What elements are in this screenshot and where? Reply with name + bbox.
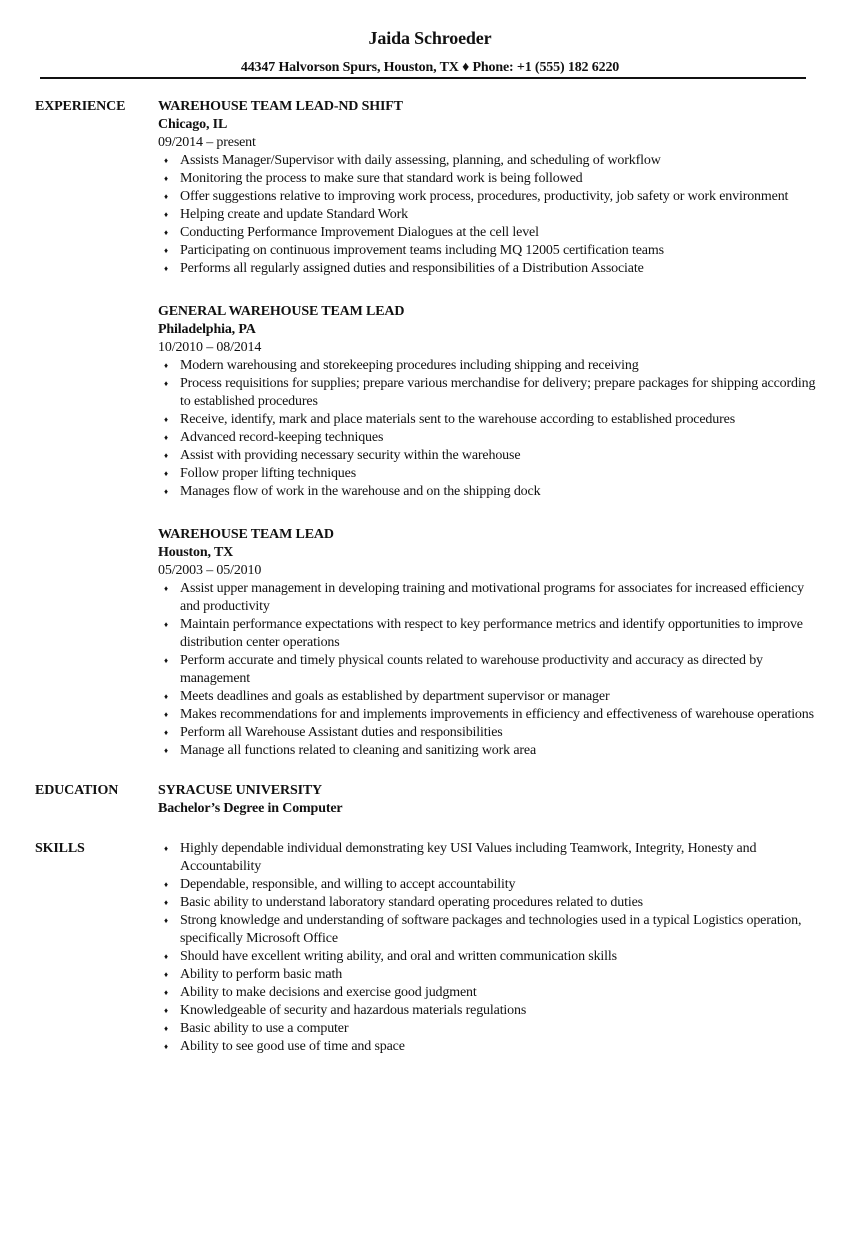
list-item: ♦ Performs all regularly assigned duties and responsibilities of a Distribution Associate bbox=[158, 260, 825, 278]
list-item: ♦ Helping create and update Standard Work bbox=[158, 206, 825, 224]
degree: Bachelor’s Degree in Computer bbox=[158, 801, 343, 816]
job-list bbox=[158, 98, 825, 760]
list-item: ♦ Dependable, responsible, and willing to accept accountability bbox=[158, 876, 825, 894]
header-divider bbox=[40, 77, 806, 79]
job-dates: 09/2014 – present bbox=[158, 135, 256, 150]
list-item: ♦ Conducting Performance Improvement Dialogues at the cell level bbox=[158, 224, 825, 242]
list-item: ♦ Basic ability to understand laboratory standard operating procedures related to duties bbox=[158, 894, 825, 912]
section-heading-experience: EXPERIENCE bbox=[35, 99, 126, 114]
list-item: ♦ Maintain performance expectations with respect to key performance metrics and identify opportunities to improve distribution center operations bbox=[158, 616, 825, 652]
list-item: ♦ Ability to make decisions and exercise good judgment bbox=[158, 984, 825, 1002]
job-location: Philadelphia, PA bbox=[158, 322, 256, 337]
list-item: ♦ Monitoring the process to make sure that standard work is being followed bbox=[158, 170, 825, 188]
list-item: ♦ Perform accurate and timely physical counts related to warehouse productivity and accuracy as directed by management bbox=[158, 652, 825, 688]
education-section bbox=[35, 782, 825, 818]
list-item: ♦ Manage all functions related to cleaning and sanitizing work area bbox=[158, 742, 825, 760]
skills-section bbox=[35, 840, 825, 1056]
list-item: ♦ Modern warehousing and storekeeping procedures including shipping and receiving bbox=[158, 357, 825, 375]
list-item: ♦ Ability to perform basic math bbox=[158, 966, 825, 984]
list-item: ♦ Meets deadlines and goals as established by department supervisor or manager bbox=[158, 688, 825, 706]
job-bullets bbox=[158, 580, 825, 760]
list-item: ♦ Should have excellent writing ability, and oral and written communication skills bbox=[158, 948, 825, 966]
job-entry bbox=[158, 98, 825, 278]
job-bullets bbox=[158, 357, 825, 501]
list-item: ♦ Manages flow of work in the warehouse and on the shipping dock bbox=[158, 483, 825, 501]
job-title: WAREHOUSE TEAM LEAD-ND SHIFT bbox=[158, 99, 403, 114]
list-item: ♦ Process requisitions for supplies; prepare various merchandise for delivery; prepare packages for shipping according to established procedures bbox=[158, 375, 825, 411]
job-dates: 10/2010 – 08/2014 bbox=[158, 340, 262, 355]
contact-info: 44347 Halvorson Spurs, Houston, TX ♦ Phone: +1 (555) 182 6220 bbox=[240, 60, 620, 75]
job-entry bbox=[158, 303, 825, 501]
list-item: ♦ Knowledgeable of security and hazardous materials regulations bbox=[158, 1002, 825, 1020]
experience-section bbox=[35, 98, 825, 760]
job-title: GENERAL WAREHOUSE TEAM LEAD bbox=[158, 304, 405, 319]
list-item: ♦ Follow proper lifting techniques bbox=[158, 465, 825, 483]
job-location: Chicago, IL bbox=[158, 117, 228, 132]
list-item: ♦ Highly dependable individual demonstrating key USI Values including Teamwork, Integrity, Honesty and Accountability bbox=[158, 840, 825, 876]
job-title: WAREHOUSE TEAM LEAD bbox=[158, 527, 334, 542]
list-item: ♦ Strong knowledge and understanding of software packages and technologies used in a typical Logistics operation, specifically Microsoft Office bbox=[158, 912, 825, 948]
school-name: SYRACUSE UNIVERSITY bbox=[158, 783, 323, 798]
list-item: ♦ Makes recommendations for and implements improvements in efficiency and effectiveness of warehouse operations bbox=[158, 706, 825, 724]
section-heading-education: EDUCATION bbox=[35, 783, 119, 798]
list-item: ♦ Offer suggestions relative to improving work process, procedures, productivity, job safety or work environment bbox=[158, 188, 825, 206]
list-item: ♦ Assist upper management in developing training and motivational programs for associates for increased efficiency and productivity bbox=[158, 580, 825, 616]
job-bullets bbox=[158, 152, 825, 278]
list-item: ♦ Receive, identify, mark and place materials sent to the warehouse according to established procedures bbox=[158, 411, 825, 429]
list-item: ♦ Participating on continuous improvement teams including MQ 12005 certification teams bbox=[158, 242, 825, 260]
skills-list bbox=[158, 840, 825, 1056]
list-item: ♦ Perform all Warehouse Assistant duties and responsibilities bbox=[158, 724, 825, 742]
job-dates: 05/2003 – 05/2010 bbox=[158, 563, 262, 578]
job-location: Houston, TX bbox=[158, 545, 234, 560]
section-heading-skills: SKILLS bbox=[35, 841, 85, 856]
candidate-name: Jaida Schroeder bbox=[368, 28, 492, 48]
list-item: ♦ Assist with providing necessary security within the warehouse bbox=[158, 447, 825, 465]
list-item: ♦ Basic ability to use a computer bbox=[158, 1020, 825, 1038]
job-entry bbox=[158, 526, 825, 760]
list-item: ♦ Assists Manager/Supervisor with daily assessing, planning, and scheduling of workflow bbox=[158, 152, 825, 170]
list-item: ♦ Advanced record-keeping techniques bbox=[158, 429, 825, 447]
resume-body bbox=[35, 98, 825, 1078]
list-item: ♦ Ability to see good use of time and space bbox=[158, 1038, 825, 1056]
